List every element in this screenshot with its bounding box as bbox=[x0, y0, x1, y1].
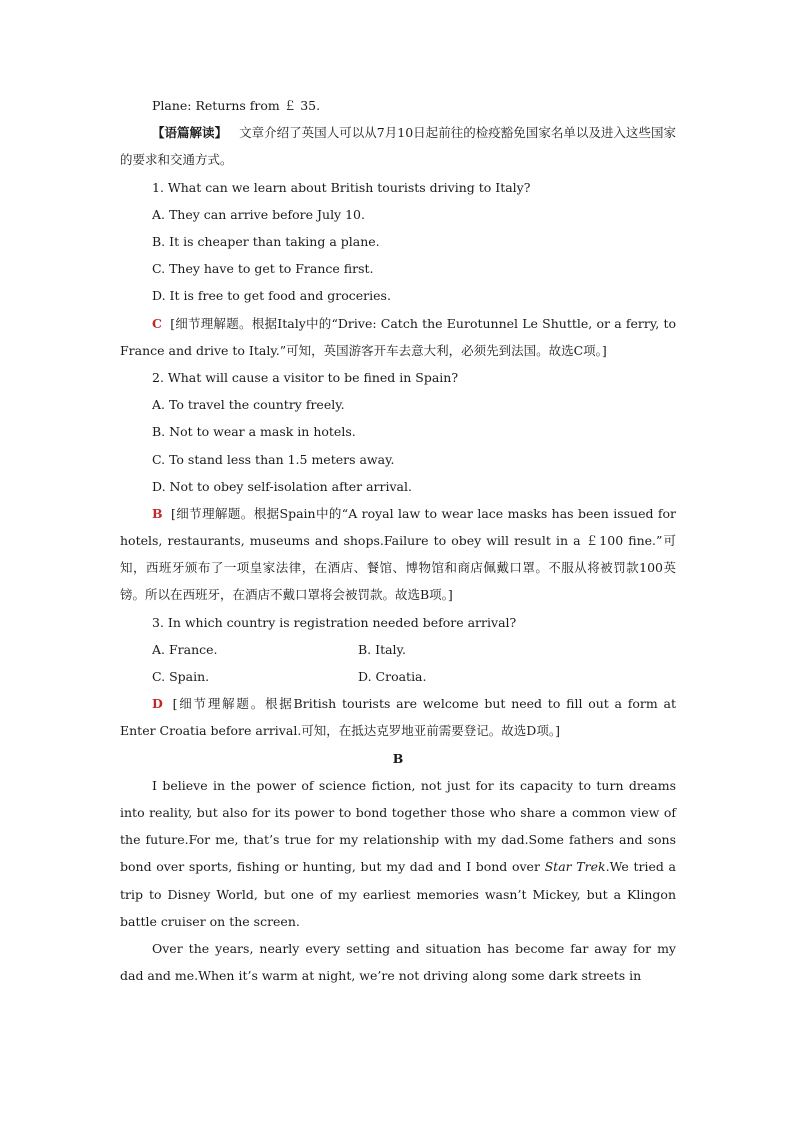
q1-option-d: D. It is free to get food and groceries. bbox=[152, 288, 391, 304]
q1-option-b: B. It is cheaper than taking a plane. bbox=[152, 233, 380, 249]
q2-explanation bbox=[120, 500, 676, 609]
plane-fare-line: Plane: Returns from ￡ 35. bbox=[152, 98, 321, 113]
q1-explanation bbox=[120, 310, 676, 364]
q2-explanation-text: [细节理解题。根据Spain中的“A royal law to wear lace masks has been issued for hotels, restaurants, museums and shops.Failure to obey will result in a ￡100 fine.”可知，西班牙颁布了一项皇家法律，在酒店、餐馆、博物馆和商店佩戴口罩。不服从将被罚款100英镑。所以在西班牙，在酒店不戴口罩将会被罚款。故选B项。] bbox=[120, 505, 676, 603]
q2-option-d: D. Not to obey self-isolation after arrival. bbox=[152, 478, 412, 494]
star-trek-title: Star Trek bbox=[544, 859, 606, 875]
q3-option-a: A. France. bbox=[152, 641, 218, 657]
q3-answer: D bbox=[152, 696, 163, 712]
q2-option-a: A. To travel the country freely. bbox=[152, 397, 345, 413]
q3-options-row-2 bbox=[120, 663, 676, 690]
q3-option-d: D. Croatia. bbox=[358, 669, 427, 685]
q1-option-c: C. They have to get to France first. bbox=[152, 261, 374, 277]
q1-explanation-text: [细节理解题。根据Italy中的“Drive: Catch the Eurotunnel Le Shuttle, or a ferry, to France and drive to Italy.”可知，英国游客开车去意大利，必须先到法国。故选C项。] bbox=[120, 315, 676, 358]
passage-p1-before: I believe in the power of science fiction, not just for its capacity to turn dreams into reality, but also for its power to bond together those who share a common view of the future.For me, that’s true for my relationship with my dad.Some fathers and sons bond over sports, fishing or hunting, but my dad and I bond over bbox=[120, 777, 676, 875]
q1-answer: C bbox=[152, 315, 162, 331]
analysis-tag: 【语篇解读】 bbox=[152, 125, 228, 141]
q2-option-c: C. To stand less than 1.5 meters away. bbox=[152, 451, 395, 467]
q3-option-c: C. Spain. bbox=[152, 669, 210, 685]
analysis-text: 文章介绍了英国人可以从7月10日起前往的检疫豁免国家名单以及进入这些国家的要求和交通方式。 bbox=[120, 125, 676, 168]
passage-paragraph-1 bbox=[120, 772, 676, 935]
q2-answer: B bbox=[152, 505, 163, 521]
analysis-paragraph bbox=[120, 119, 676, 173]
passage-paragraph-2: Over the years, nearly every setting and situation has become far away for my dad and me.When it’s warm at night, we’re not driving along some dark streets in bbox=[120, 941, 676, 984]
section-b-heading: B bbox=[392, 750, 404, 766]
passage-p1-after: .We tried a trip to Disney World, but one of my earliest memories wasn’t Mickey, but a Klingon battle cruiser on the screen. bbox=[120, 859, 676, 929]
q3-question: 3. In which country is registration needed before arrival? bbox=[152, 614, 517, 630]
q1-question: 1. What can we learn about British tourists driving to Italy? bbox=[152, 179, 531, 195]
q3-explanation bbox=[120, 690, 676, 744]
q2-question: 2. What will cause a visitor to be fined in Spain? bbox=[152, 369, 459, 385]
document-page bbox=[120, 92, 676, 989]
q1-option-a: A. They can arrive before July 10. bbox=[152, 206, 365, 222]
q3-options-row-1 bbox=[120, 636, 676, 663]
q3-option-b: B. Italy. bbox=[358, 641, 406, 657]
q3-explanation-text: [细节理解题。根据British tourists are welcome but need to fill out a form at Enter Croatia before arrival.可知，在抵达克罗地亚前需要登记。故选D项。] bbox=[120, 696, 676, 739]
q2-option-b: B. Not to wear a mask in hotels. bbox=[152, 424, 356, 440]
